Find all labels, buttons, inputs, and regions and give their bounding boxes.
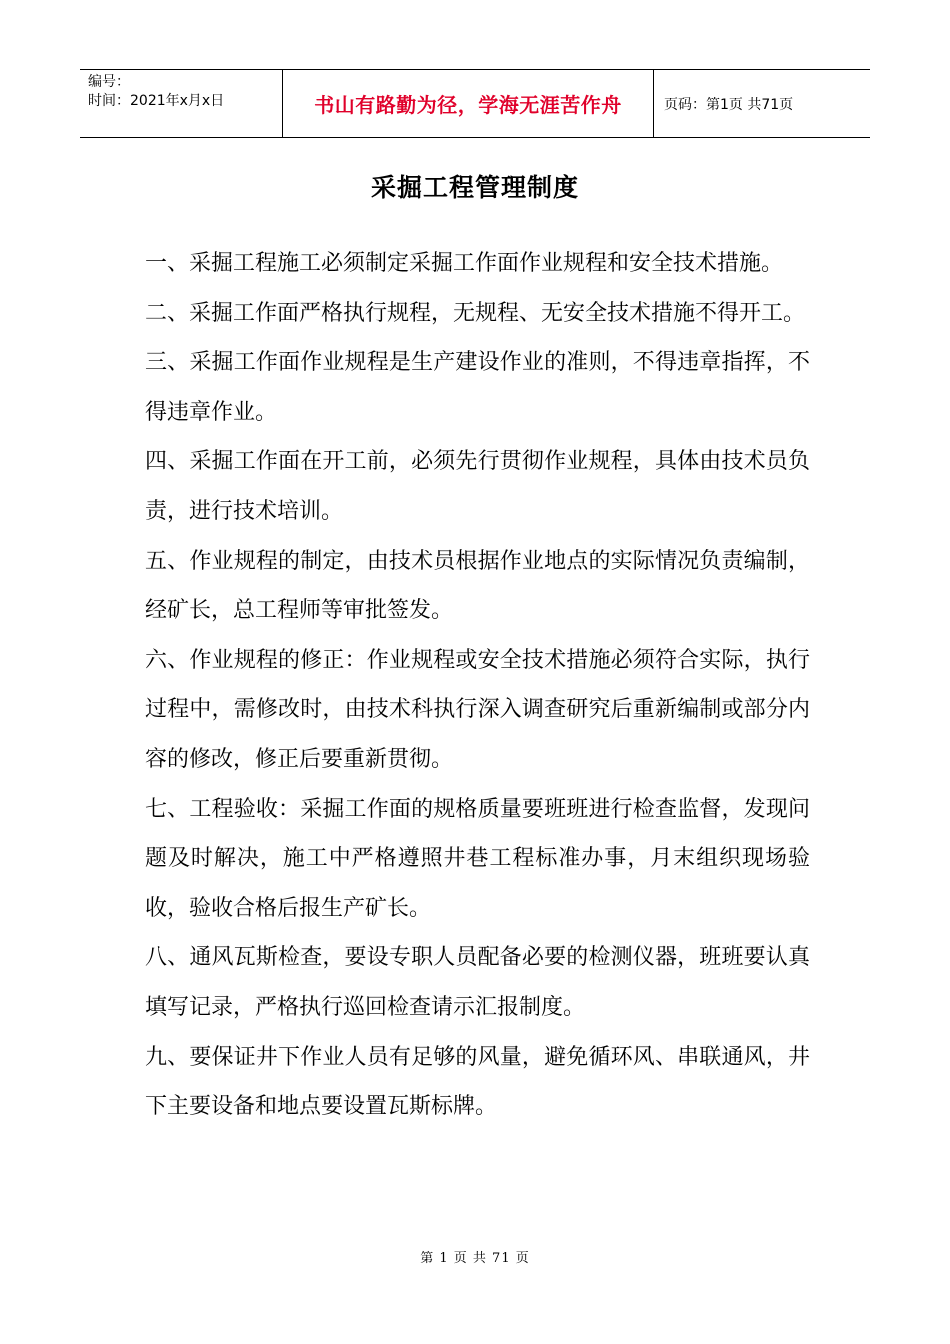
paragraph-2: 二、采掘工作面严格执行规程，无规程、无安全技术措施不得开工。 [145,300,806,326]
header-motto: 书山有路勤为径，学海无涯苦作舟 [282,70,654,137]
paragraph-5: 五、作业规程的制定，由技术员根据作业地点的实际情况负责编制，经矿长，总工程师等审批签发。 [145,548,810,624]
header-meta [80,70,282,137]
paragraph-3: 三、采掘工作面作业规程是生产建设作业的准则，不得违章指挥，不得违章作业。 [145,350,810,425]
paragraph-4: 四、采掘工作面在开工前，必须先行贯彻作业规程，具体由技术员负责，进行技术培训。 [145,449,810,524]
paragraph-7: 七、工程验收：采掘工作面的规格质量要班班进行检查监督，发现问题及时解决，施工中严格遵照井巷工程标准办事，月末组织现场验收，验收合格后报生产矿长。 [145,796,810,921]
paragraph-6: 六、作业规程的修正：作业规程或安全技术措施必须符合实际，执行过程中，需修改时，由技术科执行深入调查研究后重新编制或部分内容的修改，修正后要重新贯彻。 [145,647,810,772]
time-label: 时间：2021年x月x日 [88,93,225,109]
number-label: 编号： [88,74,130,90]
document-body [145,239,810,1132]
page-header [80,69,870,138]
paragraph-1: 一、采掘工程施工必须制定采掘工作面作业规程和安全技术措施。 [145,251,784,276]
paragraph-9: 九、要保证井下作业人员有足够的风量，避免循环风、串联通风，井下主要设备和地点要设置瓦斯标牌。 [145,1044,810,1120]
page-footer: 第 1 页 共 71 页 [420,1251,530,1266]
header-page-info: 页码：第1页 共71页 [664,96,794,113]
paragraph-8: 八、通风瓦斯检查，要设专职人员配备必要的检测仪器，班班要认真填写记录，严格执行巡回检查请示汇报制度。 [145,945,810,1020]
document-title: 采掘工程管理制度 [370,173,579,202]
